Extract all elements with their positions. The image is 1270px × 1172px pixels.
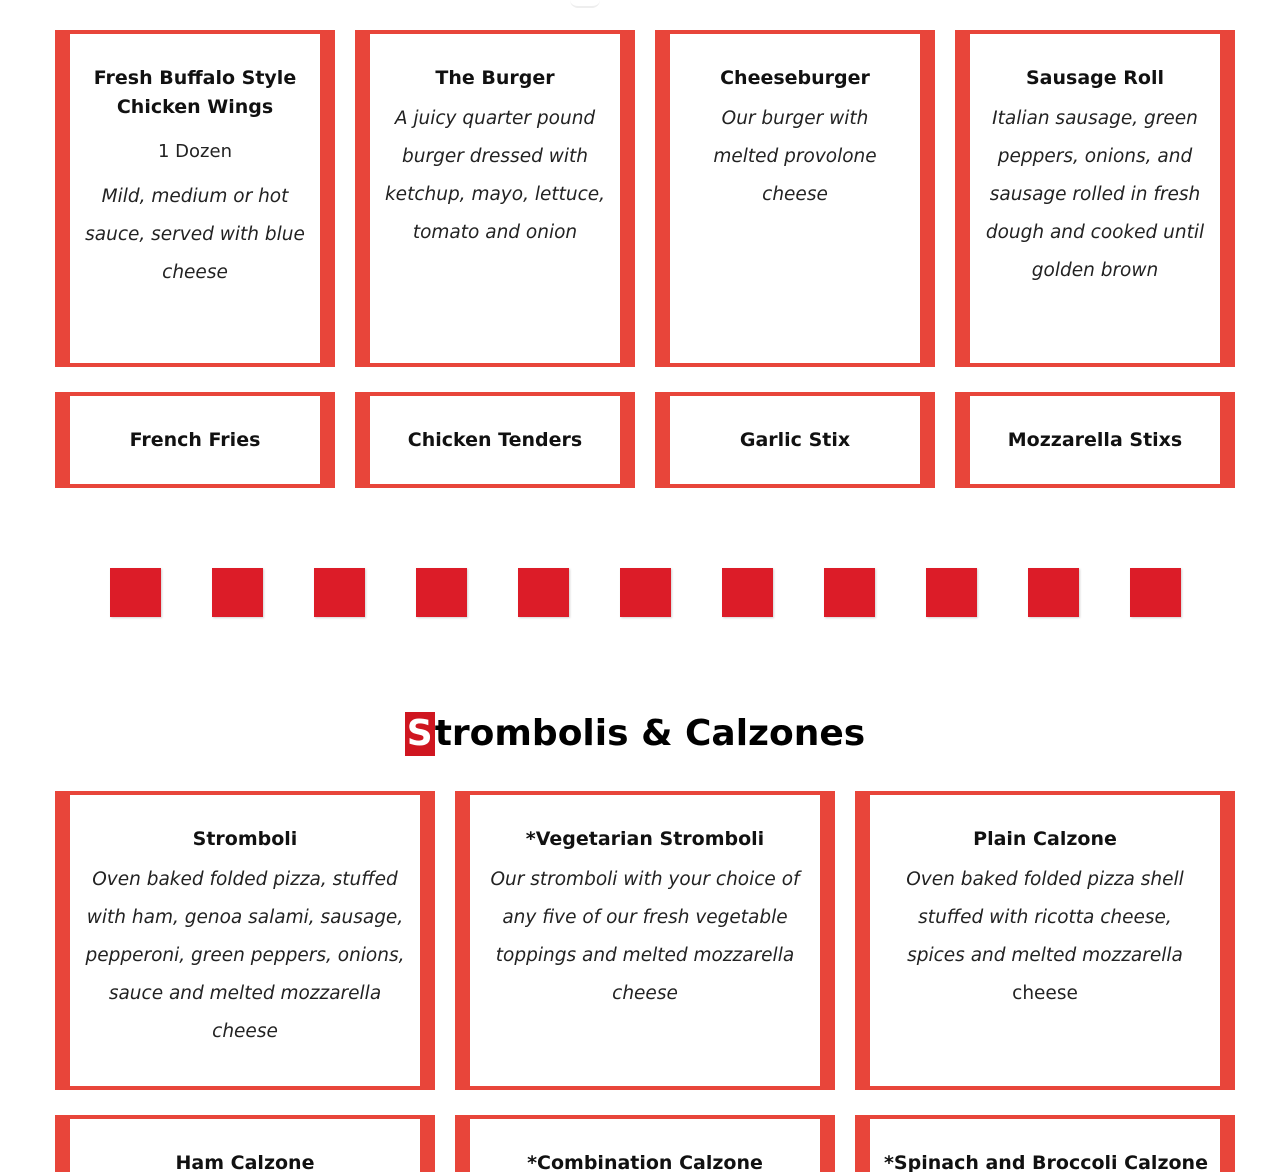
menu-item-title: Plain Calzone xyxy=(973,828,1117,850)
menu-item-title: *Combination Calzone xyxy=(527,1152,763,1172)
menu-item-title: French Fries xyxy=(129,429,261,451)
section-heading xyxy=(0,708,1270,760)
divider-square xyxy=(1130,568,1181,617)
divider-square xyxy=(722,568,773,617)
menu-item-description: Italian sausage, green peppers, onions, and sausage rolled in fresh dough and cooked until golden brown xyxy=(985,108,1205,281)
menu-card-chicken-tenders[interactable] xyxy=(355,392,635,488)
menu-card-sausage-roll[interactable] xyxy=(955,30,1235,367)
menu-item-description: Our stromboli with your choice of any five of our fresh vegetable toppings and melted mozzarella cheese xyxy=(490,869,800,1004)
menu-item-title: Ham Calzone xyxy=(175,1152,315,1172)
menu-item-title: Garlic Stix xyxy=(739,429,851,451)
menu-item-description: Oven baked folded pizza, stuffed with ham, genoa salami, sausage, pepperoni, green peppers, onions, sauce and melted mozzarella cheese xyxy=(85,869,405,1042)
menu-item-description: Our burger with melted provolone cheese xyxy=(713,108,877,205)
menu-item-title: *Vegetarian Stromboli xyxy=(525,828,765,850)
menu-item-description xyxy=(884,861,1206,1013)
menu-card-combination-calzone[interactable] xyxy=(455,1115,835,1172)
divider-square xyxy=(416,568,467,617)
divider-square xyxy=(926,568,977,617)
menu-item-title: Fresh Buffalo Style Chicken Wings xyxy=(93,67,297,118)
menu-card-spinach-broccoli-calzone[interactable] xyxy=(855,1115,1235,1172)
menu-item-description-italic: Oven baked folded pizza shell stuffed with ricotta cheese, spices and melted mozzarella xyxy=(906,869,1184,966)
menu-item-description: A juicy quarter pound burger dressed with ketchup, mayo, lettuce, tomato and onion xyxy=(384,108,606,243)
menu-item-title: Sausage Roll xyxy=(1026,67,1164,89)
menu-card-plain-calzone[interactable] xyxy=(855,791,1235,1090)
divider-square xyxy=(212,568,263,617)
section-heading-rest: trombolis & Calzones xyxy=(434,713,866,754)
divider-square xyxy=(314,568,365,617)
menu-card-chicken-wings[interactable] xyxy=(55,30,335,367)
menu-item-title: Chicken Tenders xyxy=(407,429,583,451)
divider-square xyxy=(620,568,671,617)
menu-card-vegetarian-stromboli[interactable] xyxy=(455,791,835,1090)
menu-item-title: *Spinach and Broccoli Calzone xyxy=(884,1152,1208,1172)
menu-card-cheeseburger[interactable] xyxy=(655,30,935,367)
divider-square xyxy=(518,568,569,617)
menu-item-title: Cheeseburger xyxy=(720,67,870,89)
menu-card-ham-calzone[interactable] xyxy=(55,1115,435,1172)
menu-item-quantity: 1 Dozen xyxy=(158,141,232,162)
section-heading-initial: S xyxy=(406,713,433,754)
menu-item-title: Stromboli xyxy=(192,828,298,850)
menu-item-title: The Burger xyxy=(435,67,555,89)
decorative-divider-fragment xyxy=(570,0,600,8)
menu-card-french-fries[interactable] xyxy=(55,392,335,488)
menu-card-garlic-stix[interactable] xyxy=(655,392,935,488)
divider-square xyxy=(1028,568,1079,617)
divider-square xyxy=(824,568,875,617)
menu-item-description-plain: cheese xyxy=(1012,983,1078,1004)
divider-square xyxy=(110,568,161,617)
menu-card-the-burger[interactable] xyxy=(355,30,635,367)
menu-card-mozzarella-stixs[interactable] xyxy=(955,392,1235,488)
menu-item-description: Mild, medium or hot sauce, served with blue cheese xyxy=(85,186,305,283)
menu-item-title: Mozzarella Stixs xyxy=(1007,429,1183,451)
menu-card-stromboli[interactable] xyxy=(55,791,435,1090)
